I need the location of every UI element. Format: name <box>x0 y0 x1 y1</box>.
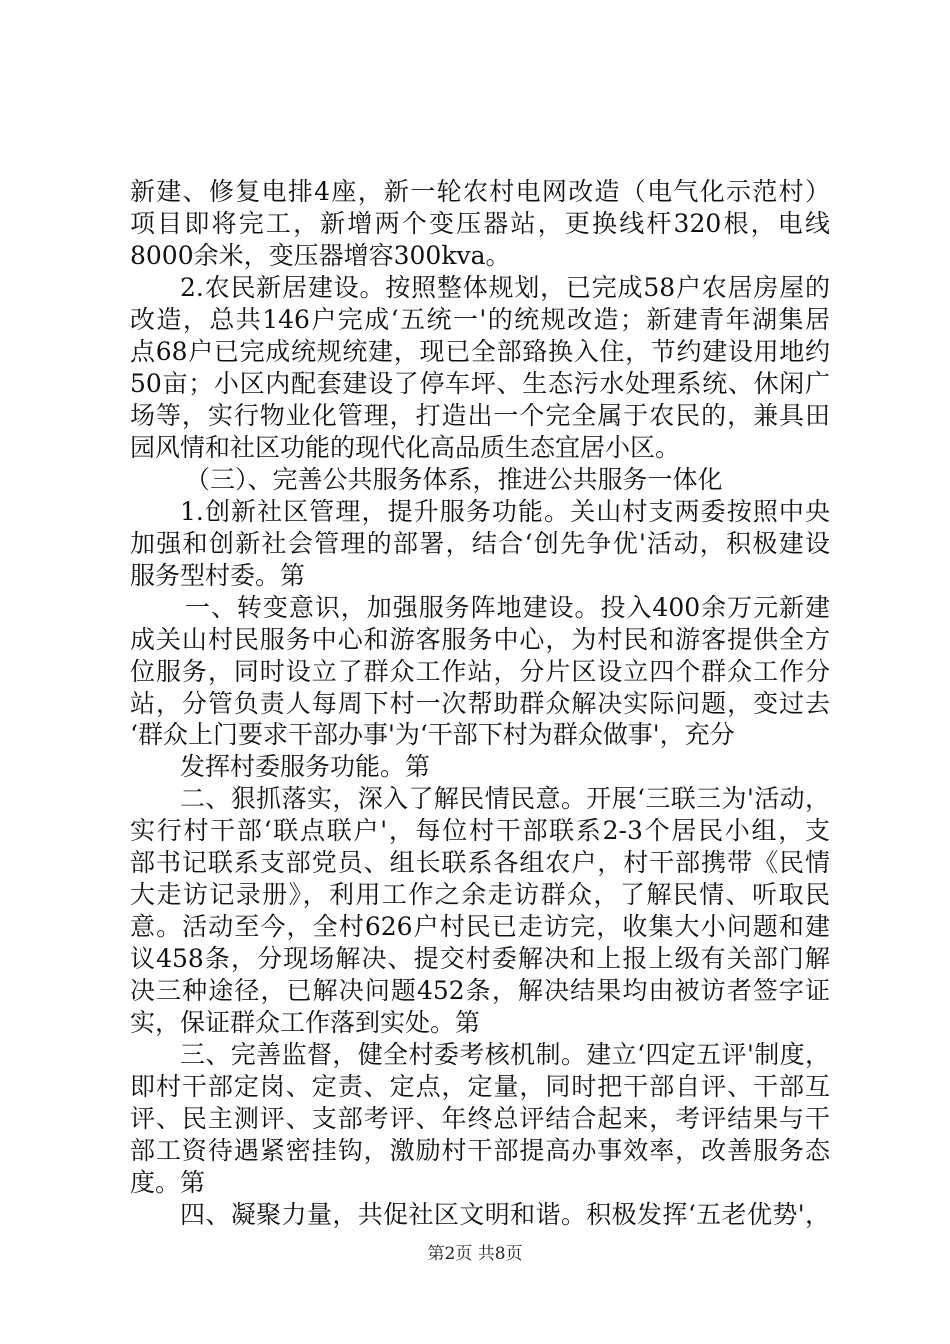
body-line: 50亩；小区内配套建设了停车坪、生态污水处理系统、休闲广 <box>130 369 830 398</box>
body-line: 项目即将完工，新增两个变压器站，更换线杆320根，电线 <box>130 209 830 238</box>
body-line: 部工资待遇紧密挂钩，激励村干部提高办事效率，改善服务态 <box>130 1136 830 1165</box>
body-line: 1.创新社区管理，提升服务功能。关山村支两委按照中央 <box>180 497 830 526</box>
body-line: 8000余米，变压器增容300kva。 <box>130 241 511 270</box>
body-line: 一、转变意识，加强服务阵地建设。投入400余万元新建 <box>185 593 830 622</box>
body-line: 三、完善监督，健全村委考核机制。建立‘四定五评'制度， <box>180 1040 830 1069</box>
body-line: 实，保证群众工作落到实处。第 <box>130 1008 481 1037</box>
page-footer: 第2页 共8页 <box>427 1244 523 1264</box>
body-line: （三）、完善公共服务体系，推进公共服务一体化 <box>185 465 723 494</box>
body-line: 2.农民新居建设。按照整体规划，已完成58户农居房屋的 <box>180 273 830 302</box>
body-line: 意。活动至今，全村626户村民已走访完，收集大小问题和建 <box>130 912 830 941</box>
body-line: 即村干部定岗、定责、定点，定量，同时把干部自评、干部互 <box>130 1072 830 1101</box>
body-line: 议458条，分现场解决、提交村委解决和上报上级有关部门解 <box>130 944 830 973</box>
body-line: 加强和创新社会管理的部署，结合‘创先争优'活动，积极建设 <box>130 529 830 558</box>
body-line: 决三种途径，已解决问题452条，解决结果均由被访者签字证 <box>130 976 830 1005</box>
body-line: 发挥村委服务功能。第 <box>180 752 431 781</box>
body-line: ‘群众上门要求干部办事'为‘干部下村为群众做事'，充分 <box>130 720 735 749</box>
body-line: 实行村干部‘联点联户'，每位村干部联系2-3个居民小组，支 <box>130 816 830 845</box>
body-line: 度。第 <box>130 1168 206 1197</box>
body-line: 新建、修复电排4座，新一轮农村电网改造（电气化示范村） <box>130 177 830 206</box>
body-line: 站，分管负责人每周下村一次帮助群众解决实际问题，变过去 <box>130 689 830 718</box>
body-line: 四、凝聚力量，共促社区文明和谐。积极发挥‘五老优势'， <box>180 1200 830 1229</box>
body-line: 大走访记录册》，利用工作之余走访群众，了解民情、听取民 <box>130 880 830 909</box>
body-line: 点68户已完成统规统建，现已全部臵换入住，节约建设用地约 <box>130 337 830 366</box>
body-line: 场等，实行物业化管理，打造出一个完全属于农民的，兼具田 <box>130 401 830 430</box>
body-line: 改造，总共146户完成‘五统一'的统规改造；新建青年湖集居 <box>130 305 830 334</box>
body-line: 位服务，同时设立了群众工作站，分片区设立四个群众工作分 <box>130 657 830 686</box>
body-line: 成关山村民服务中心和游客服务中心，为村民和游客提供全方 <box>130 625 830 654</box>
body-line: 服务型村委。第 <box>130 561 306 590</box>
body-line: 园风情和社区功能的现代化高品质生态宜居小区。 <box>130 433 681 462</box>
body-line: 部书记联系支部党员、组长联系各组农户，村干部携带《民情 <box>130 848 830 877</box>
body-line: 评、民主测评、支部考评、年终总评结合起来，考评结果与干 <box>130 1104 830 1133</box>
body-line: 二、狠抓落实，深入了解民情民意。开展‘三联三为'活动， <box>180 784 830 813</box>
